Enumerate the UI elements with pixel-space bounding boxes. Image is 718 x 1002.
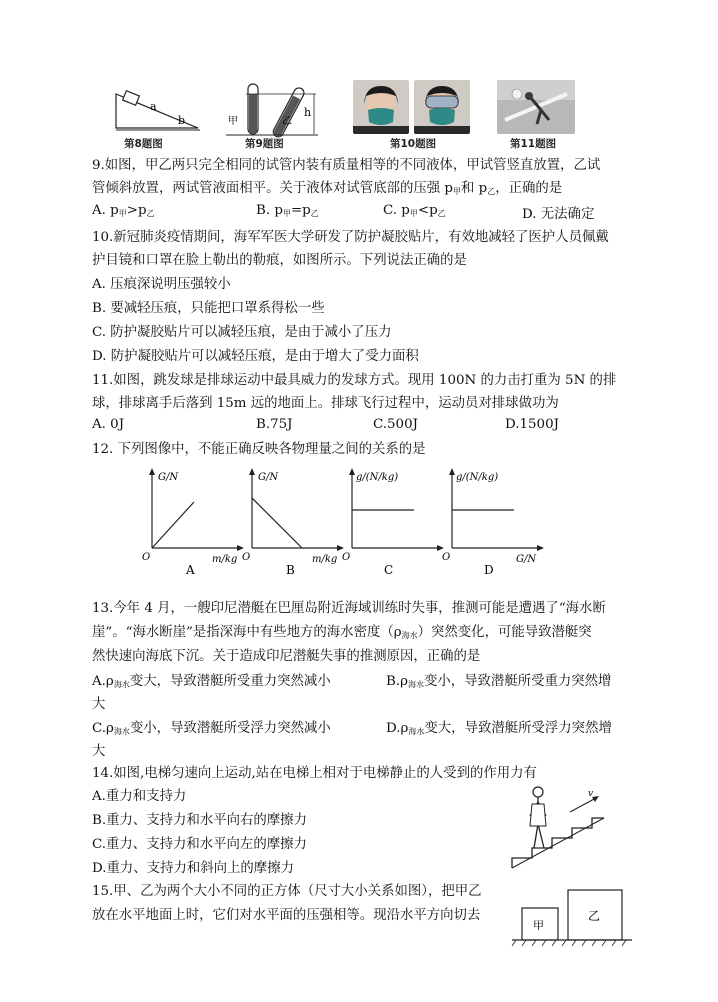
q12-graph-a-xlabel: m/kg xyxy=(212,554,238,565)
q14-escalator-diagram xyxy=(508,782,612,874)
q11-option-b: B.75J xyxy=(256,417,293,432)
q13-option-b-cont: 大 xyxy=(92,697,106,712)
fig9-label-h: h xyxy=(304,106,312,119)
fig9-label-jia: 甲 xyxy=(228,116,238,127)
q15-cubes-diagram xyxy=(510,886,634,950)
q12-graph-b-line xyxy=(252,498,302,548)
q12-stem: 12. 下列图像中，不能正确反映各物理量之间的关系的是 xyxy=(92,442,426,457)
fig10-portrait-goggles-photo xyxy=(414,80,470,134)
q15-label-jia: 甲 xyxy=(533,919,544,932)
q10-option-c: C. 防护凝胶贴片可以减轻压痕，是由于减小了压力 xyxy=(92,325,392,340)
q12-graph-a-line xyxy=(152,502,194,548)
q12-graph-d-ylabel: g/(N/kg) xyxy=(456,472,499,483)
fig10-portrait-mask-photo xyxy=(353,80,409,134)
q14-option-b: B.重力、支持力和水平向右的摩擦力 xyxy=(92,813,307,828)
q13-option-c: $C.\rho_{海水}$变小，导致潜艇所受浮力突然减小 xyxy=(92,721,331,736)
q13-option-d: $D.\rho_{海水}$变大，导致潜艇所受浮力突然增 xyxy=(386,721,612,736)
q12-graph-a xyxy=(138,466,246,578)
fig9-label-yi: 乙 xyxy=(282,116,292,127)
q14-velocity-label: v xyxy=(588,789,594,799)
fig8-incline-diagram xyxy=(112,84,202,134)
caption-fig11: 第11题图 xyxy=(510,138,557,150)
q12-graph-c-letter: C xyxy=(384,563,394,577)
q13-stem-line1: 13.今年 4 月，一艘印尼潜艇在巴厘岛附近海域训练时失事，推测可能是遭遇了“海水断 xyxy=(92,601,606,616)
q12-graph-b-ylabel: G/N xyxy=(258,472,279,483)
q14-option-c: C.重力、支持力和水平向左的摩擦力 xyxy=(92,837,307,852)
q12-graph-d-letter: D xyxy=(484,563,494,577)
q12-graph-b-letter: B xyxy=(286,563,295,577)
q13-stem-line2: 崖”。“海水断崖”是指深海中有些地方的海水密度$(\rho_{海水})$突然变化，可能导致潜艇突 xyxy=(92,625,592,640)
q14-stem: 14.如图,电梯匀速向上运动,站在电梯上相对于电梯静止的人受到的作用力有 xyxy=(92,766,537,781)
q9-option-c: C. $p_甲<p_乙$ xyxy=(383,203,446,218)
caption-fig9: 第9题图 xyxy=(245,138,284,150)
q14-option-a: A.重力和支持力 xyxy=(92,789,187,804)
q11-option-d: D.1500J xyxy=(505,417,559,432)
q12-graph-c xyxy=(338,466,446,578)
q12-graph-a-ylabel: G/N xyxy=(158,472,179,483)
q9-option-b: B. $p_甲=p_乙$ xyxy=(256,203,319,218)
fig8-label-a: a xyxy=(150,100,157,113)
q12-graph-a-origin: O xyxy=(142,552,151,563)
q12-graph-b-xlabel: m/kg xyxy=(312,554,338,565)
caption-fig8: 第8题图 xyxy=(124,138,163,150)
q11-stem-line2: 球，排球离手后落到 15m 远的地面上。排球飞行过程中，运动员对排球做功为 xyxy=(92,396,559,411)
q12-graph-c-origin: O xyxy=(342,552,351,563)
q10-stem-line2: 护目镜和口罩在脸上勒出的勒痕，如图所示。下列说法正确的是 xyxy=(92,253,467,268)
q14-option-d: D.重力、支持力和斜向上的摩擦力 xyxy=(92,861,294,876)
q13-option-d-cont: 大 xyxy=(92,744,106,759)
q10-option-b: B. 要减轻压痕，只能把口罩系得松一些 xyxy=(92,301,325,316)
fig8-label-b: b xyxy=(178,114,186,127)
q12-graph-d-xlabel: G/N xyxy=(516,554,537,565)
q15-label-yi: 乙 xyxy=(588,909,601,923)
q10-stem-line1: 10.新冠肺炎疫情期间，海军军医大学研发了防护凝胶贴片，有效地减轻了医护人员佩戴 xyxy=(92,230,609,245)
q15-stem-line2: 放在水平地面上时，它们对水平面的压强相等。现沿水平方向切去 xyxy=(92,908,481,923)
q12-graph-d-origin: O xyxy=(442,552,451,563)
q9-stem-line1: 9.如图，甲乙两只完全相同的试管内装有质量相等的不同液体，甲试管竖直放置，乙试 xyxy=(92,158,601,173)
q11-stem-line1: 11.如图，跳发球是排球运动中最具威力的发球方式。现用 100N 的力击打重为 5N 的排 xyxy=(92,373,617,388)
q12-graph-b-origin: O xyxy=(242,552,251,563)
q11-option-a: A. 0J xyxy=(92,417,125,432)
caption-fig10: 第10题图 xyxy=(390,138,437,150)
q9-option-a: A. $p_甲>p_乙$ xyxy=(92,203,155,218)
q9-option-d: D. 无法确定 xyxy=(522,207,595,222)
fig11-volleyball-serve-photo xyxy=(497,80,575,134)
fig9-test-tubes-diagram xyxy=(226,80,322,138)
q10-option-a: A. 压痕深说明压强较小 xyxy=(92,277,231,292)
q13-option-a: $A.\rho_{海水}$变大，导致潜艇所受重力突然减小 xyxy=(92,674,331,689)
q13-stem-line3: 然快速向海底下沉。关于造成印尼潜艇失事的推测原因，正确的是 xyxy=(92,649,481,664)
q12-graph-a-letter: A xyxy=(186,563,195,577)
q12-graph-d xyxy=(438,466,546,578)
q13-option-b: $B.\rho_{海水}$变小，导致潜艇所受重力突然增 xyxy=(386,674,612,689)
q11-option-c: C.500J xyxy=(373,417,418,432)
q10-option-d: D. 防护凝胶贴片可以减轻压痕，是由于增大了受力面积 xyxy=(92,349,419,364)
q9-stem-line2: 管倾斜放置，两试管液面相平。关于液体对试管底部的压强 $p_甲$和 $p_乙$，正确的是 xyxy=(92,181,563,196)
q12-graph-c-ylabel: g/(N/kg) xyxy=(356,472,399,483)
q12-graph-b xyxy=(238,466,346,578)
q15-stem-line1: 15.甲、乙为两个大小不同的正方体（尺寸大小关系如图），把甲乙 xyxy=(92,884,482,899)
